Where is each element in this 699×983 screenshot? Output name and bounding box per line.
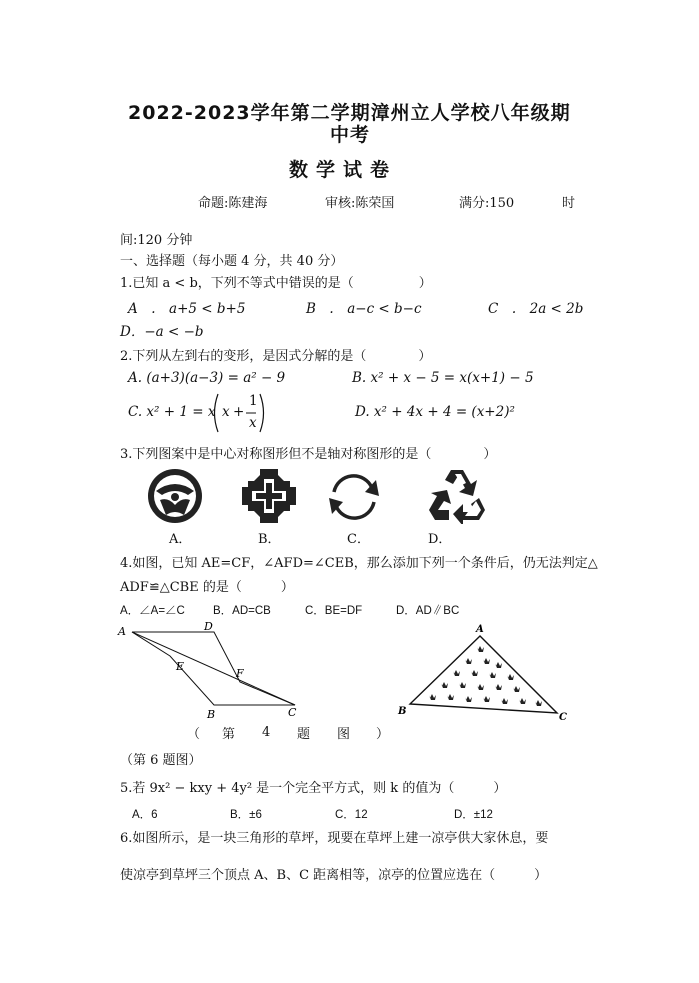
q2-option-c-denominator: x — [249, 415, 257, 431]
q6-stem-line1: 6.如图所示，是一块三角形的草坪，现要在草坪上建一凉亭供大家休息，要 — [120, 831, 549, 846]
q6-triangle-lawn-figure — [392, 622, 577, 724]
q1-option-a: A . a+5 < b+5 — [128, 301, 246, 317]
score-label: 满分:150 — [459, 196, 515, 211]
fig4-caption-di: 第 — [222, 727, 236, 742]
fig4-caption-num: 4 — [262, 725, 271, 740]
fig4-point-f: F — [236, 667, 244, 680]
exam-subtitle: 数学试卷 — [289, 159, 398, 181]
fig6-caption: （第 6 题图） — [120, 753, 202, 768]
q4-option-c: C．BE=DF — [305, 605, 363, 617]
fig4-point-c: C — [288, 706, 297, 719]
fig4-point-a: A — [118, 625, 126, 638]
q3-figure-d-recycle-icon — [425, 466, 489, 524]
fig4-caption-open: （ — [187, 727, 201, 742]
q3-label-b: B． — [258, 532, 281, 547]
q6-stem-line2: 使凉亭到草坪三个顶点 A、B、C 距离相等，凉亭的位置应选在（ ） — [120, 868, 548, 883]
q4-option-d: D．AD∥BC — [396, 605, 460, 617]
q3-figure-a-emblem-icon — [144, 467, 206, 525]
q3-stem: 3.下列图案中是中心对称图形但不是轴对称图形的是（ ） — [120, 447, 497, 462]
exam-title-line1: 2022-2023学年第二学期漳州立人学校八年级期 — [128, 102, 571, 124]
time-label-part2: 间:120 分钟 — [120, 233, 193, 248]
fig6-point-b: B — [398, 706, 407, 717]
q2-stem: 2.下列从左到右的变形，是因式分解的是（ ） — [120, 349, 432, 364]
q4-option-a: A．∠A=∠C — [120, 605, 185, 617]
q5-option-b: B．±6 — [230, 809, 262, 821]
fig6-point-a: A — [476, 624, 484, 635]
q2-option-b: B. x² + x − 5 = x(x+1) − 5 — [352, 370, 534, 386]
fig4-caption-tu: 图 — [337, 727, 351, 742]
q2-option-c-plus: + — [233, 404, 245, 420]
q5-stem: 5.若 9x² − kxy + 4y² 是一个完全平方式，则 k 的值为（ ） — [120, 781, 507, 796]
q2-option-d: D. x² + 4x + 4 = (x+2)² — [355, 404, 515, 420]
q4-geometry-figure — [112, 618, 312, 724]
q3-figure-c-refresh-icon — [323, 470, 385, 524]
q1-option-b: B . a−c < b−c — [306, 301, 422, 317]
q1-option-c: C . 2a < 2b — [488, 301, 584, 317]
q2-option-a: A. (a+3)(a−3) = a² − 9 — [128, 370, 286, 386]
q1-stem: 1.已知 a < b，下列不等式中错误的是（ ） — [120, 276, 432, 291]
fig4-point-d: D — [204, 620, 213, 633]
q4-stem-line1: 4.如图，已知 AE=CF，∠AFD=∠CEB，那么添加下列一个条件后，仍无法判定△ — [120, 556, 598, 571]
q4-stem-line2: ADF≌△CBE 的是（ ） — [120, 580, 294, 595]
q5-option-a: A．6 — [132, 809, 158, 821]
q5-option-c: C．12 — [335, 809, 368, 821]
fig4-point-e: E — [176, 660, 185, 673]
author-label: 命题:陈建海 — [198, 196, 268, 211]
q1-option-d: D．−a < −b — [120, 324, 204, 340]
section-heading: 一、选择题（每小题 4 分，共 40 分） — [120, 254, 344, 269]
q4-option-b: B．AD=CB — [213, 605, 271, 617]
reviewer-label: 审核:陈荣国 — [325, 196, 395, 211]
exam-title-line2: 中考 — [330, 124, 371, 146]
q2-option-c-x: x — [222, 404, 230, 420]
time-label-part1: 时 — [562, 196, 576, 211]
q2-option-c-lhs: C. x² + 1 = x — [128, 404, 216, 420]
q2-option-c-numerator: 1 — [249, 393, 258, 409]
fig4-caption-close: ） — [376, 727, 390, 742]
fig4-caption-ti: 题 — [297, 727, 311, 742]
q3-label-c: C． — [347, 532, 370, 547]
q3-label-a: A． — [169, 532, 192, 547]
q3-figure-b-cross-icon — [240, 467, 298, 525]
lawn-grass-marks — [429, 646, 542, 706]
q5-option-d: D．±12 — [454, 809, 493, 821]
q3-label-d: D． — [428, 532, 452, 547]
fig4-point-b: B — [207, 708, 216, 721]
fig6-point-c: C — [559, 712, 567, 723]
